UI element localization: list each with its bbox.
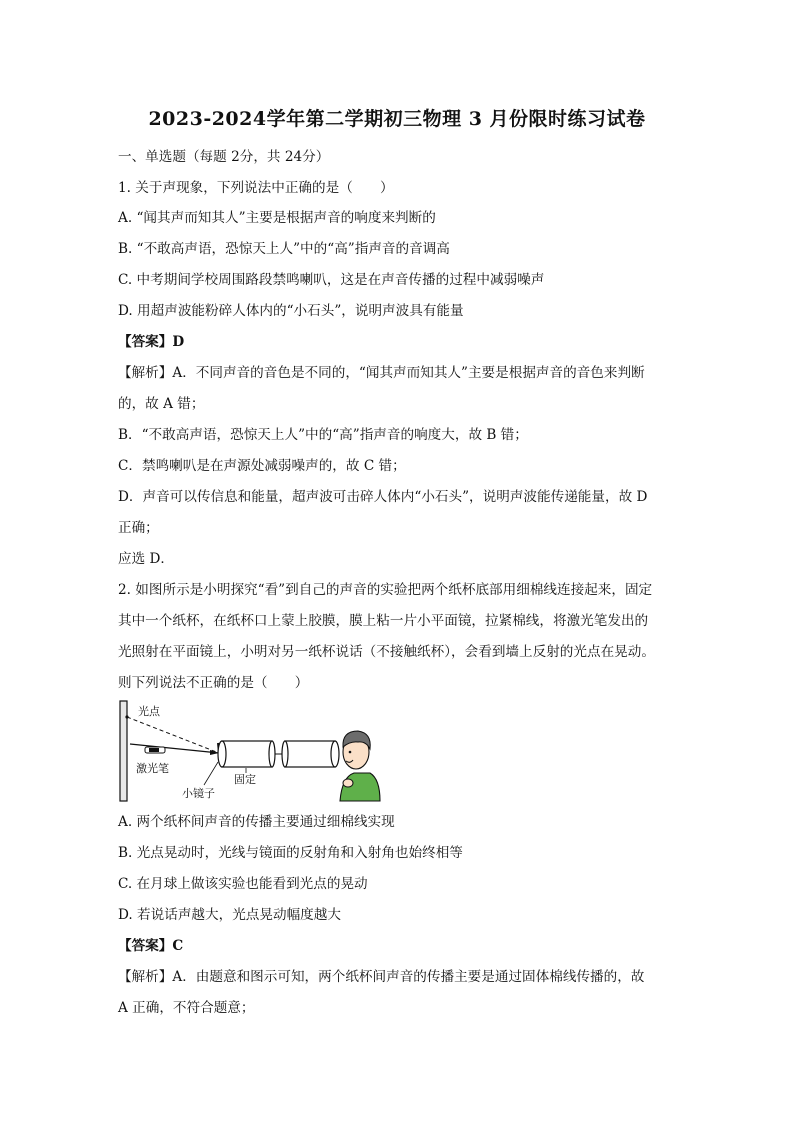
- q2-answer: 【答案】C: [118, 938, 184, 954]
- label-laser-pen: 激光笔: [136, 762, 169, 775]
- q2-stem-line: 光照射在平面镜上，小明对另一纸杯说话（不接触纸杯），会看到墙上反射的光点在晃动。: [118, 644, 655, 660]
- q1-analysis-line: 应选 D．: [118, 551, 175, 567]
- q1-analysis-line: 正确；: [118, 520, 159, 536]
- q1-analysis-line: 的，故 A 错；: [118, 396, 205, 412]
- q2-analysis-line: A 正确，不符合题意；: [118, 1000, 255, 1016]
- label-fixed: 固定: [234, 773, 256, 786]
- q2-stem-line: 则下列说法不正确的是（ ）: [118, 675, 309, 691]
- incident-beam: [130, 744, 219, 753]
- q1-option-a: A. “闻其声而知其人”主要是根据声音的响度来判断的: [118, 210, 436, 226]
- mirror-pointer: [204, 762, 218, 785]
- q2-option-b: B. 光点晃动时，光线与镜面的反射角和入射角也始终相等: [118, 845, 463, 861]
- q2-option-c: C. 在月球上做该实验也能看到光点的晃动: [118, 876, 368, 892]
- q1-option-b: B. “不敢高声语，恐惊天上人”中的“高”指声音的音调高: [118, 241, 450, 257]
- q2-option-d: D. 若说话声越大，光点晃动幅度越大: [118, 907, 341, 923]
- q1-analysis-line: B．“不敢高声语，恐惊天上人”中的“高”指声音的响度大，故 B 错；: [118, 427, 528, 443]
- q1-option-d: D. 用超声波能粉碎人体内的“小石头”，说明声波具有能量: [118, 303, 464, 319]
- q2-stem-line: 2. 如图所示是小明探究“看”到自己的声音的实验把两个纸杯底部用细棉线连接起来，固定: [118, 582, 653, 598]
- cup-fixed-bottom: [269, 741, 275, 767]
- q2-stem-line: 其中一个纸杯，在纸杯口上蒙上胶膜，膜上粘一片小平面镜，拉紧棉线，将激光笔发出的: [118, 613, 649, 629]
- cup-free-bottom: [282, 741, 288, 767]
- q1-stem: 1. 关于声现象，下列说法中正确的是（ ）: [118, 180, 394, 196]
- q1-analysis-line: D．声音可以传信息和能量，超声波可击碎人体内“小石头”，说明声波能传递能量，故 D: [118, 489, 648, 505]
- cup-fixed: [222, 741, 272, 767]
- experiment-diagram: [118, 697, 388, 805]
- q2-option-a: A. 两个纸杯间声音的传播主要通过细棉线实现: [118, 814, 395, 830]
- q1-analysis-line: 【解析】A．不同声音的音色是不同的，“闻其声而知其人”主要是根据声音的音色来判断: [118, 365, 645, 381]
- page-title: 2023-2024学年第二学期初三物理 3 月份限时练习试卷: [148, 108, 646, 130]
- laser-pen-band: [149, 748, 159, 752]
- cup-free-mouth: [331, 741, 339, 767]
- q1-option-c: C. 中考期间学校周围路段禁鸣喇叭，这是在声音传播的过程中减弱噪声: [118, 272, 545, 288]
- label-mirror: 小镜子: [182, 787, 215, 800]
- boy-figure: [340, 731, 380, 801]
- q1-answer: 【答案】D: [118, 334, 185, 350]
- q1-analysis-line: C．禁鸣喇叭是在声源处减弱噪声的，故 C 错；: [118, 458, 406, 474]
- experiment-figure: [118, 697, 388, 805]
- cup-fixed-mouth: [218, 741, 226, 767]
- cup-free: [285, 741, 335, 767]
- section-heading: 一、单选题（每题 2分，共 24分）: [118, 149, 330, 165]
- label-light-spot: 光点: [138, 705, 160, 718]
- reflected-beam: [127, 717, 219, 753]
- q2-analysis-line: 【解析】A．由题意和图示可知，两个纸杯间声音的传播主要是通过固体棉线传播的，故: [118, 969, 645, 985]
